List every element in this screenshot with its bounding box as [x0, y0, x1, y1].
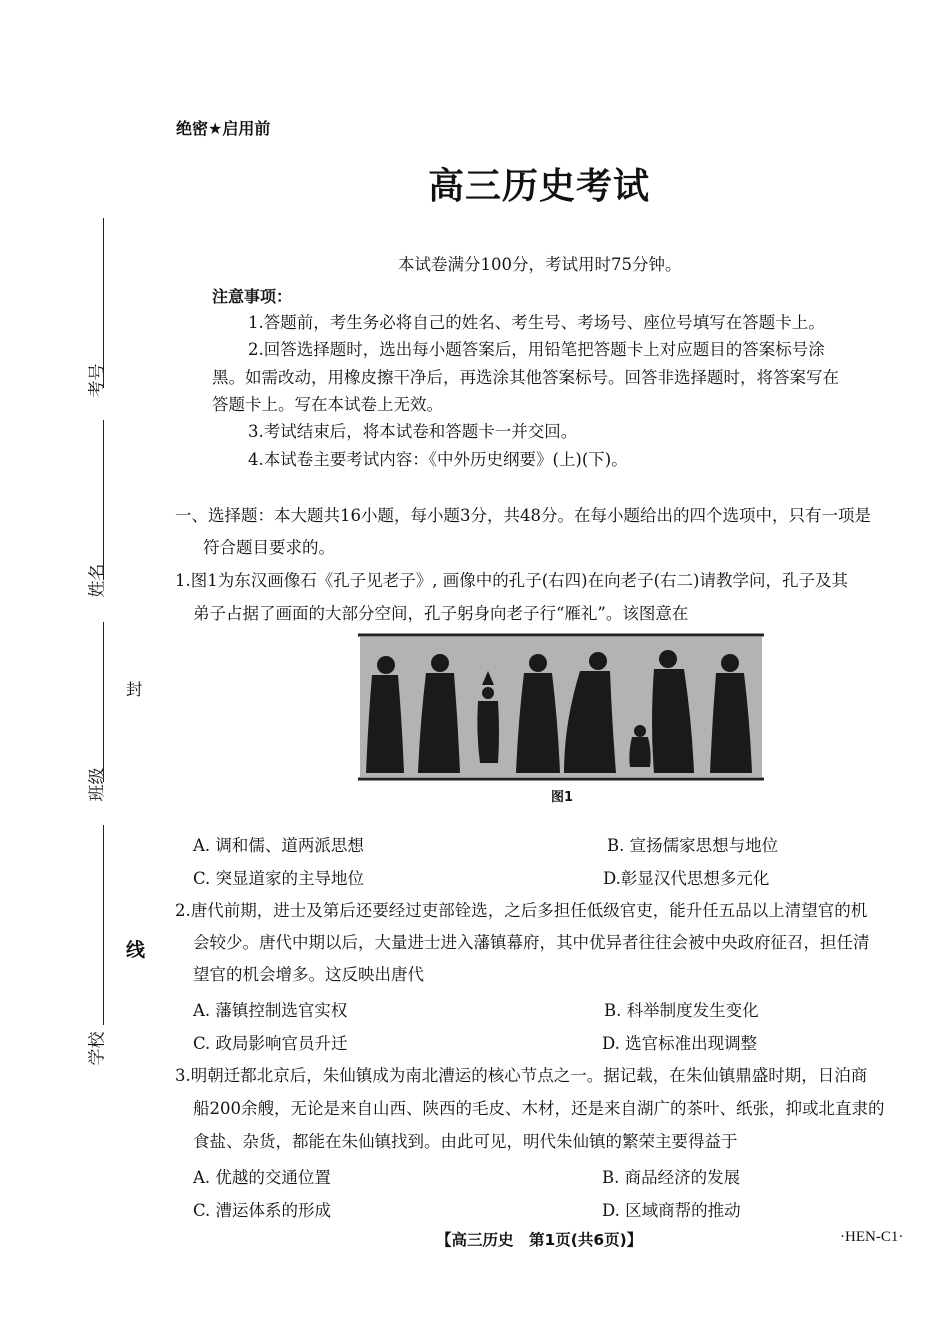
question-3-option-b[interactable]: B. 商品经济的发展 [602, 1168, 741, 1187]
figure-1-image [358, 633, 764, 781]
notice-item: 答题卡上。写在本试卷上无效。 [212, 395, 443, 414]
question-1-stem: 弟子占据了画面的大部分空间，孔子躬身向老子行“雁礼”。该图意在 [193, 604, 689, 623]
binding-line [103, 622, 104, 782]
class-label: 班级 [87, 767, 108, 802]
binding-line [103, 420, 104, 580]
question-2-stem: 2.唐代前期，进士及第后还要经过吏部铨选，之后多担任低级官吏，能升任五品以上清望官的机 [175, 901, 868, 920]
score-time-text: 本试卷满分100分，考试用时75分钟。 [398, 255, 682, 274]
exam-number-label: 考号 [87, 363, 108, 398]
page-title: 高三历史考试 [428, 166, 651, 207]
line-mark: 线 [126, 939, 146, 961]
question-3-stem: 船200余艘，无论是来自山西、陕西的毛皮、木材，还是来自湖广的茶叶、纸张，抑或北直隶的 [193, 1099, 885, 1118]
seal-mark: 封 [126, 680, 143, 699]
notice-item: 3.考试结束后，将本试卷和答题卡一并交回。 [248, 422, 578, 441]
question-1-option-d[interactable]: D.彰显汉代思想多元化 [603, 869, 770, 888]
binding-line [103, 218, 104, 388]
page-footer: 【高三历史 第1页(共6页)】 [436, 1231, 643, 1249]
question-2-option-a[interactable]: A. 藩镇控制选官实权 [193, 1001, 348, 1020]
notice-title: 注意事项： [212, 287, 293, 306]
paper-code: ·HEN-C1· [840, 1229, 904, 1245]
question-2-option-c[interactable]: C. 政局影响官员升迁 [193, 1034, 348, 1053]
question-2-stem: 望官的机会增多。这反映出唐代 [193, 965, 424, 984]
question-3-stem: 3.明朝迁都北京后，朱仙镇成为南北漕运的核心节点之一。据记载，在朱仙镇鼎盛时期，日泊商 [175, 1066, 868, 1085]
notice-item: 黑。如需改动，用橡皮擦干净后，再选涂其他答案标号。回答非选择题时，将答案写在 [212, 368, 839, 387]
question-1-option-c[interactable]: C. 突显道家的主导地位 [193, 869, 365, 888]
question-3-option-d[interactable]: D. 区域商帮的推动 [602, 1201, 741, 1220]
name-label: 姓名 [87, 563, 108, 598]
question-3-stem: 食盐、杂货，都能在朱仙镇找到。由此可见，明代朱仙镇的繁荣主要得益于 [193, 1132, 738, 1151]
stone-relief-illustration [358, 633, 764, 781]
notice-item: 4.本试卷主要考试内容：《中外历史纲要》(上)(下)。 [248, 450, 628, 469]
section-heading: 一、选择题：本大题共16小题，每小题3分，共48分。在每小题给出的四个选项中，只有一项是 [175, 506, 871, 525]
question-3-option-a[interactable]: A. 优越的交通位置 [193, 1168, 331, 1187]
figure-1-caption: 图1 [551, 790, 574, 805]
question-2-stem: 会较少。唐代中期以后，大量进士进入藩镇幕府，其中优异者往往会被中央政府征召，担任清 [193, 933, 870, 952]
question-1-stem: 1.图1为东汉画像石《孔子见老子》, 画像中的孔子(右四)在向老子(右二)请教学问，孔子及其 [175, 571, 848, 590]
notice-item: 1.答题前，考生务必将自己的姓名、考生号、考场号、座位号填写在答题卡上。 [248, 313, 825, 332]
question-2-option-b[interactable]: B. 科举制度发生变化 [604, 1001, 759, 1020]
section-heading: 符合题目要求的。 [203, 538, 335, 557]
confidential-mark: 绝密★启用前 [176, 119, 271, 138]
notice-item: 2.回答选择题时，选出每小题答案后，用铅笔把答题卡上对应题目的答案标号涂 [248, 340, 825, 359]
question-3-option-c[interactable]: C. 漕运体系的形成 [193, 1201, 332, 1220]
binding-line [103, 825, 104, 1025]
question-1-option-a[interactable]: A. 调和儒、道两派思想 [193, 836, 364, 855]
question-2-option-d[interactable]: D. 选官标准出现调整 [602, 1034, 758, 1053]
school-label: 学校 [87, 1031, 108, 1066]
question-1-option-b[interactable]: B. 宣扬儒家思想与地位 [607, 836, 779, 855]
